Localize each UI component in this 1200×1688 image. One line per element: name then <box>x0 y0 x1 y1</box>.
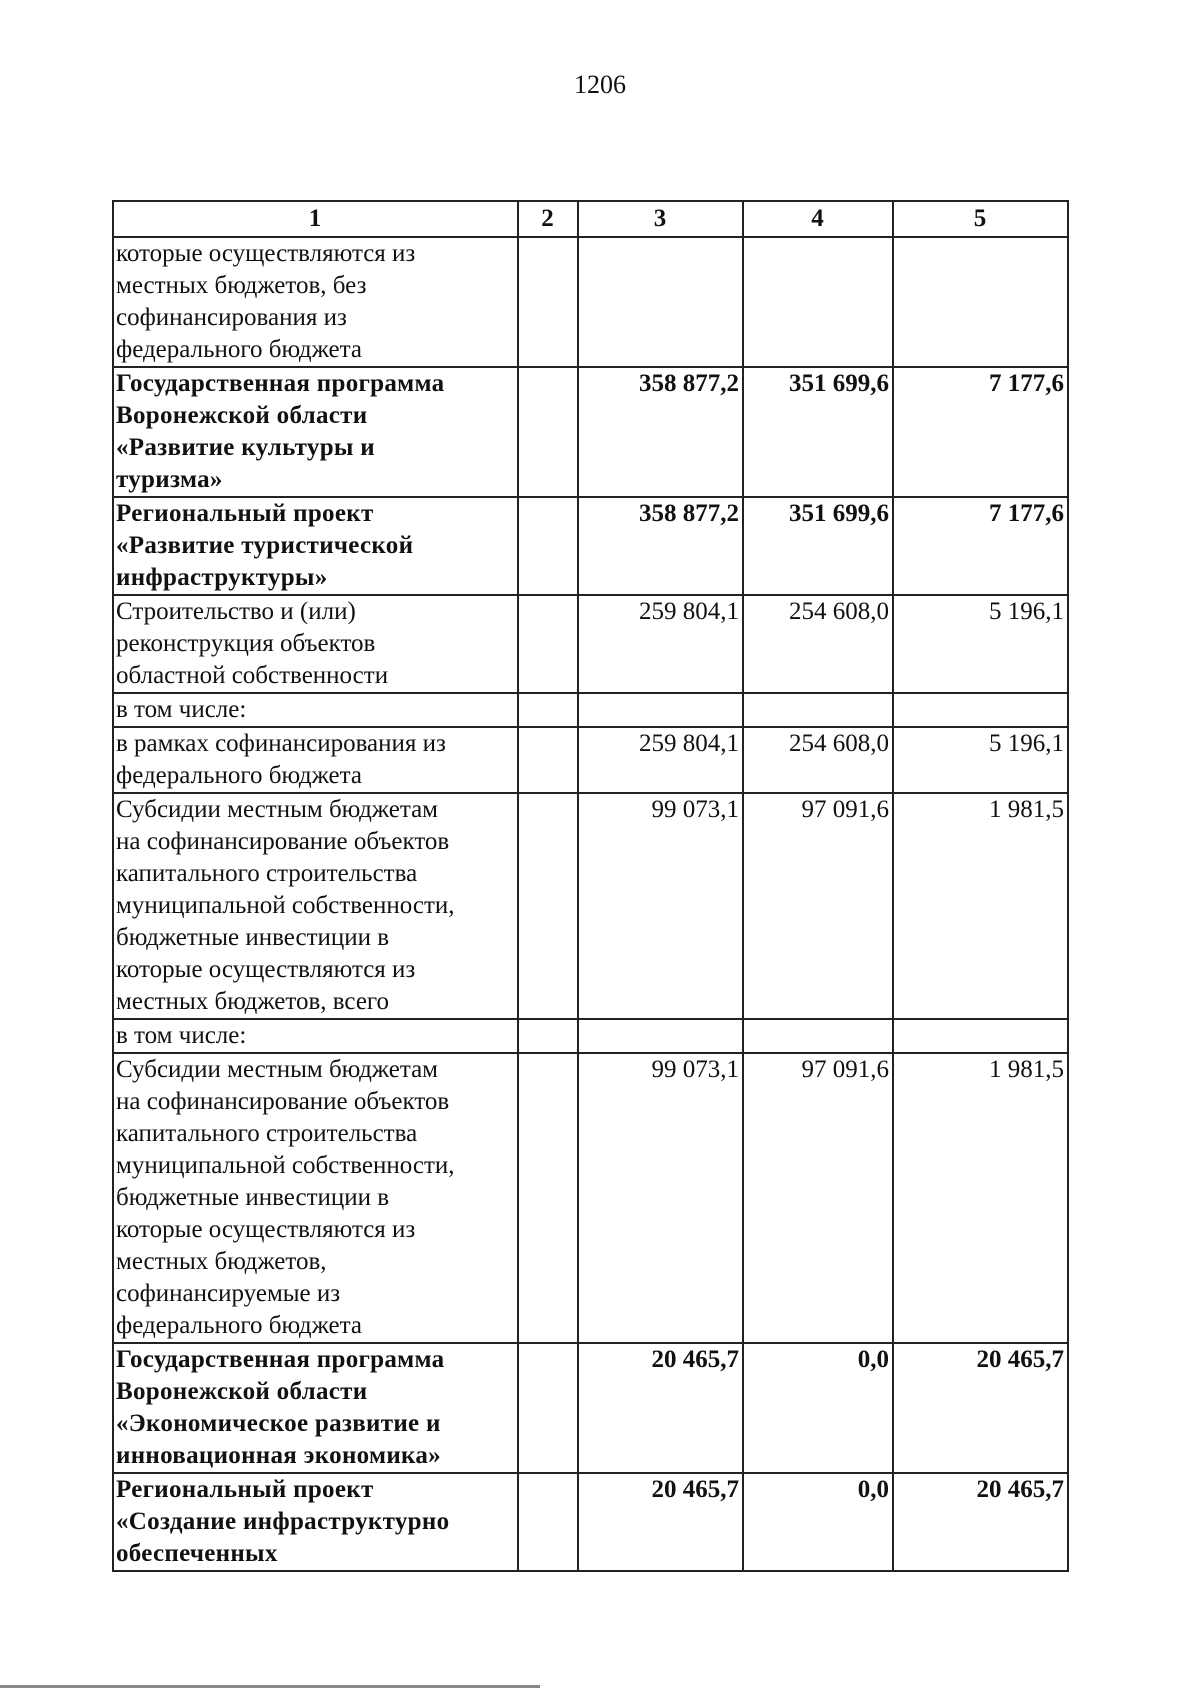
row-col-5 <box>893 693 1068 727</box>
row-description: которые осуществляются из местных бюджетов, без софинансирования из федерального бюджета <box>113 237 518 367</box>
row-col-3: 99 073,1 <box>578 793 743 1019</box>
row-col-4: 97 091,6 <box>743 1053 893 1343</box>
row-col-3: 20 465,7 <box>578 1343 743 1473</box>
column-header-3: 3 <box>578 201 743 237</box>
row-col-3: 358 877,2 <box>578 367 743 497</box>
row-col-2 <box>518 793 578 1019</box>
row-col-5: 20 465,7 <box>893 1343 1068 1473</box>
row-description: Субсидии местным бюджетам на софинансирование объектов капитального строительства муниципальной собственности, бюджетные инвестиции в которые осуществляются из местных бюджетов, всего <box>113 793 518 1019</box>
row-description: Субсидии местным бюджетам на софинансирование объектов капитального строительства муниципальной собственности, бюджетные инвестиции в которые осуществляются из местных бюджетов, софинансируемые из федерального бюджета <box>113 1053 518 1343</box>
row-col-2 <box>518 1019 578 1053</box>
table-body <box>113 237 1068 1571</box>
page-number: 1206 <box>574 70 626 99</box>
row-col-2 <box>518 367 578 497</box>
table-row <box>113 1473 1068 1571</box>
row-description: Государственная программа Воронежской области «Развитие культуры и туризма» <box>113 367 518 497</box>
table-row <box>113 793 1068 1019</box>
row-col-2 <box>518 595 578 693</box>
row-description: Строительство и (или) реконструкция объектов областной собственности <box>113 595 518 693</box>
row-col-3: 20 465,7 <box>578 1473 743 1571</box>
row-col-5 <box>893 1019 1068 1053</box>
row-col-5: 1 981,5 <box>893 793 1068 1019</box>
row-col-2 <box>518 497 578 595</box>
row-description: в том числе: <box>113 693 518 727</box>
row-col-2 <box>518 693 578 727</box>
column-header-1: 1 <box>113 201 518 237</box>
table-row <box>113 1053 1068 1343</box>
table-row <box>113 1343 1068 1473</box>
row-col-3: 259 804,1 <box>578 595 743 693</box>
row-description: в рамках софинансирования из федерального бюджета <box>113 727 518 793</box>
table-row <box>113 367 1068 497</box>
row-col-4: 0,0 <box>743 1343 893 1473</box>
budget-table <box>112 200 1069 1572</box>
row-col-2 <box>518 1053 578 1343</box>
row-col-5: 20 465,7 <box>893 1473 1068 1571</box>
row-col-2 <box>518 1473 578 1571</box>
row-col-5: 5 196,1 <box>893 595 1068 693</box>
row-col-5: 7 177,6 <box>893 497 1068 595</box>
table-row <box>113 497 1068 595</box>
table-row <box>113 1019 1068 1053</box>
row-description: Государственная программа Воронежской области «Экономическое развитие и инновационная экономика» <box>113 1343 518 1473</box>
row-col-4: 254 608,0 <box>743 595 893 693</box>
column-header-4: 4 <box>743 201 893 237</box>
row-col-4: 0,0 <box>743 1473 893 1571</box>
table-row <box>113 727 1068 793</box>
table-row <box>113 595 1068 693</box>
row-col-4: 351 699,6 <box>743 497 893 595</box>
row-description: Региональный проект «Создание инфраструктурно обеспеченных <box>113 1473 518 1571</box>
row-col-5: 1 981,5 <box>893 1053 1068 1343</box>
row-col-5: 7 177,6 <box>893 367 1068 497</box>
table-header-row <box>113 201 1068 237</box>
row-col-5: 5 196,1 <box>893 727 1068 793</box>
table-row <box>113 693 1068 727</box>
row-col-4 <box>743 1019 893 1053</box>
table-row <box>113 237 1068 367</box>
row-col-4: 351 699,6 <box>743 367 893 497</box>
row-col-3: 259 804,1 <box>578 727 743 793</box>
row-col-3: 99 073,1 <box>578 1053 743 1343</box>
column-header-2: 2 <box>518 201 578 237</box>
row-col-2 <box>518 237 578 367</box>
row-col-4 <box>743 693 893 727</box>
row-col-4: 254 608,0 <box>743 727 893 793</box>
row-col-3 <box>578 1019 743 1053</box>
row-col-4 <box>743 237 893 367</box>
row-col-4: 97 091,6 <box>743 793 893 1019</box>
row-description: в том числе: <box>113 1019 518 1053</box>
row-col-2 <box>518 727 578 793</box>
row-col-2 <box>518 1343 578 1473</box>
row-col-5 <box>893 237 1068 367</box>
row-col-3 <box>578 693 743 727</box>
row-col-3: 358 877,2 <box>578 497 743 595</box>
row-description: Региональный проект «Развитие туристической инфраструктуры» <box>113 497 518 595</box>
row-col-3 <box>578 237 743 367</box>
column-header-5: 5 <box>893 201 1068 237</box>
